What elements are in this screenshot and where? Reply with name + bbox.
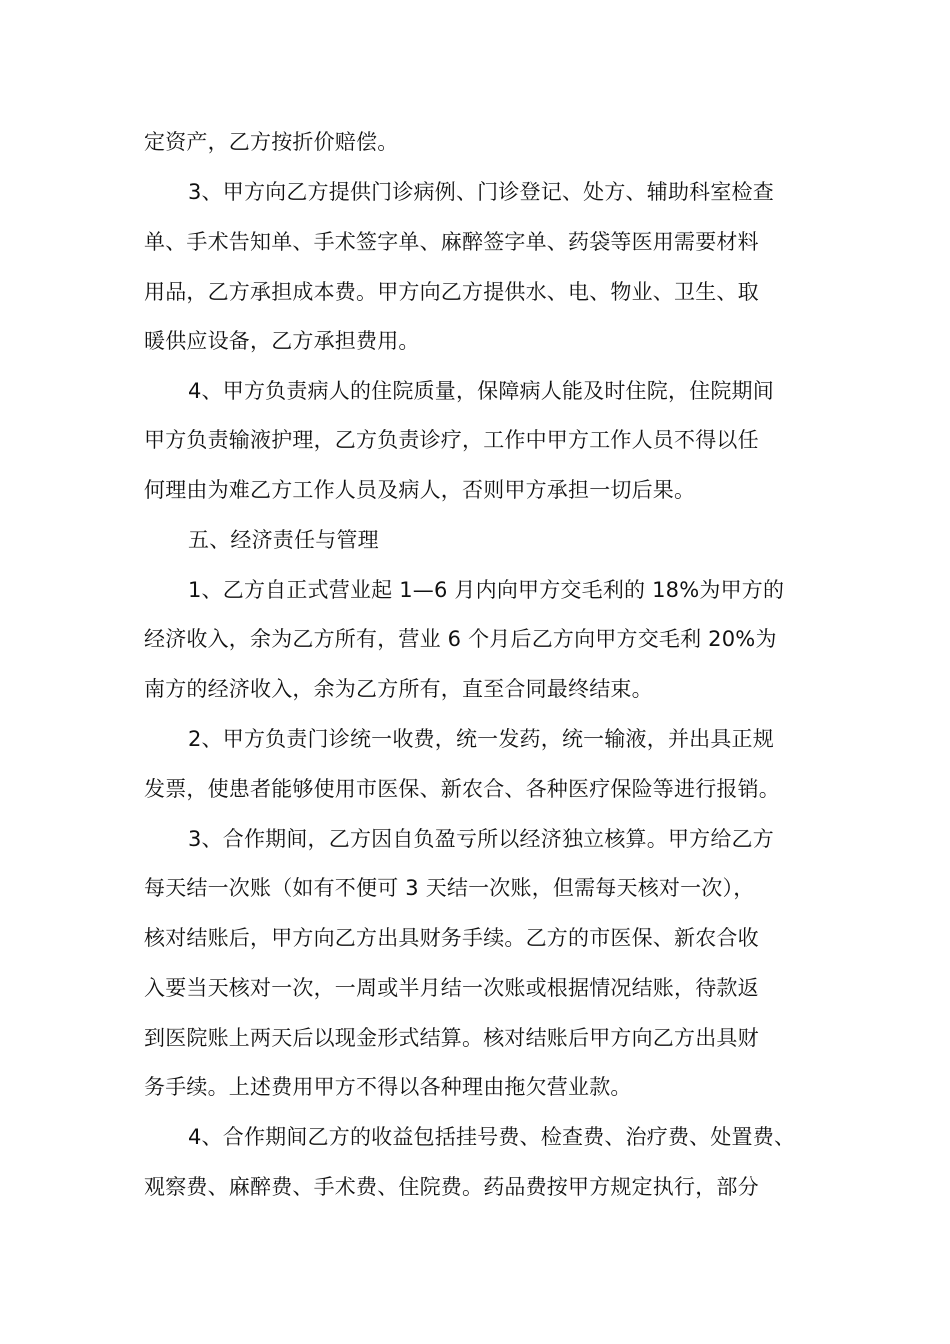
text-line-7: 甲方负责输液护理，乙方负责诊疗，工作中甲方工作人员不得以任: [144, 428, 759, 452]
text-line-6: 4、甲方负责病人的住院质量，保障病人能及时住院，住院期间: [188, 379, 774, 403]
text-line-14: 发票，使患者能够使用市医保、新农合、各种医疗保险等进行报销。: [144, 777, 780, 801]
text-line-13: 2、甲方负责门诊统一收费，统一发药，统一输液，并出具正规: [188, 727, 774, 751]
text-line-21: 4、合作期间乙方的收益包括挂号费、检查费、治疗费、处置费、: [188, 1125, 796, 1149]
text-line-1: 定资产，乙方按折价赔偿。: [144, 130, 399, 154]
text-line-12: 南方的经济收入，余为乙方所有，直至合同最终结束。: [144, 677, 653, 701]
text-line-5: 暖供应设备，乙方承担费用。: [144, 329, 420, 353]
text-line-3: 单、手术告知单、手术签字单、麻醉签字单、药袋等医用需要材料: [144, 230, 759, 254]
text-line-20: 务手续。上述费用甲方不得以各种理由拖欠营业款。: [144, 1075, 632, 1099]
text-line-19: 到医院账上两天后以现金形式结算。核对结账后甲方向乙方出具财: [144, 1026, 759, 1050]
text-line-11: 经济收入，余为乙方所有，营业 6 个月后乙方向甲方交毛利 20%为: [144, 627, 777, 651]
text-line-16: 每天结一次账（如有不便可 3 天结一次账，但需每天核对一次），: [144, 876, 755, 900]
text-line-15: 3、合作期间，乙方因自负盈亏所以经济独立核算。甲方给乙方: [188, 827, 774, 851]
text-line-17: 核对结账后，甲方向乙方出具财务手续。乙方的市医保、新农合收: [144, 926, 759, 950]
text-line-10: 1、乙方自正式营业起 1—6 月内向甲方交毛利的 18%为甲方的: [188, 578, 785, 602]
text-line-8: 何理由为难乙方工作人员及病人，否则甲方承担一切后果。: [144, 478, 696, 502]
text-line-4: 用品，乙方承担成本费。甲方向乙方提供水、电、物业、卫生、取: [144, 280, 759, 304]
section-heading: 五、经济责任与管理: [188, 528, 379, 552]
text-line-18: 入要当天核对一次，一周或半月结一次账或根据情况结账，待款返: [144, 976, 759, 1000]
text-line-2: 3、甲方向乙方提供门诊病例、门诊登记、处方、辅助科室检查: [188, 180, 774, 204]
text-line-22: 观察费、麻醉费、手术费、住院费。药品费按甲方规定执行，部分: [144, 1175, 759, 1199]
